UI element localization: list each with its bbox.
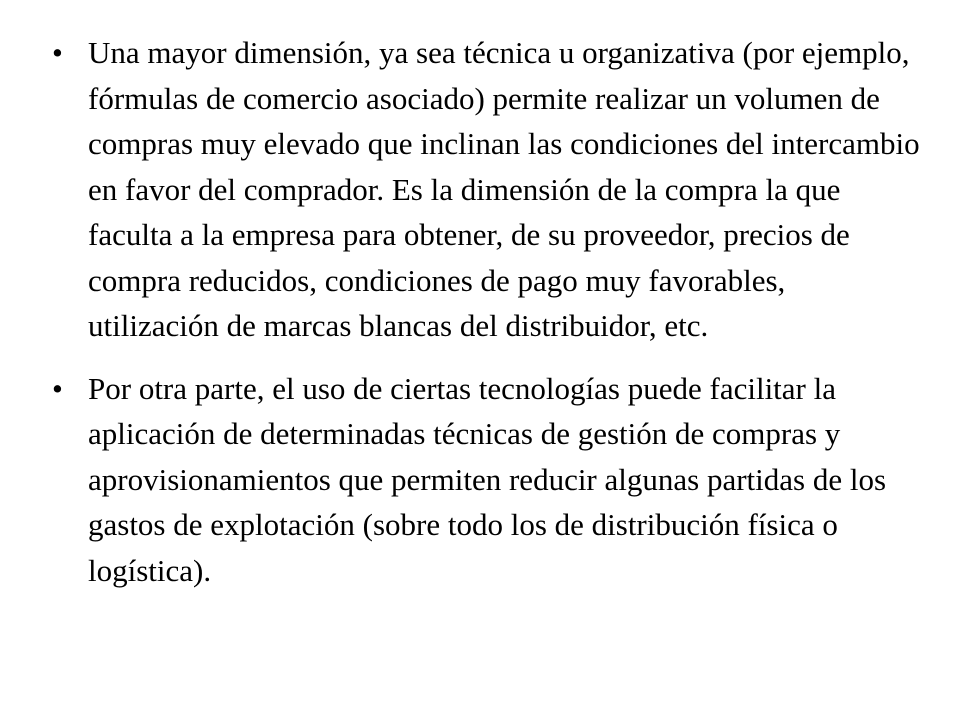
bullet-marker-icon: • bbox=[52, 35, 63, 70]
bullet-marker-icon: • bbox=[52, 370, 63, 406]
bullet-text-1: Una mayor dimensión, ya sea técnica u organizativa (por ejemplo, fórmulas de comercio asociado) permite realizar un volumen de compras muy elevado que inclinan las condiciones del intercambio en favor del comprador. Es la dimensión de la compra la que faculta a la empresa para obtener, de su proveedor, precios de compra reducidos, condiciones de pago muy favorables, utilización de marcas blancas del distribuidor, etc. bbox=[88, 35, 920, 343]
bullet-item-1 bbox=[52, 30, 920, 349]
bullet-list bbox=[52, 30, 920, 610]
bullet-item-2 bbox=[52, 366, 920, 594]
bullet-text-2: Por otra parte, el uso de ciertas tecnologías puede facilitar la aplicación de determinadas técnicas de gestión de compras y aprovisionamientos que permiten reducir algunas partidas de los gastos de explotación (sobre todo los de distribución física o logística). bbox=[88, 370, 887, 588]
